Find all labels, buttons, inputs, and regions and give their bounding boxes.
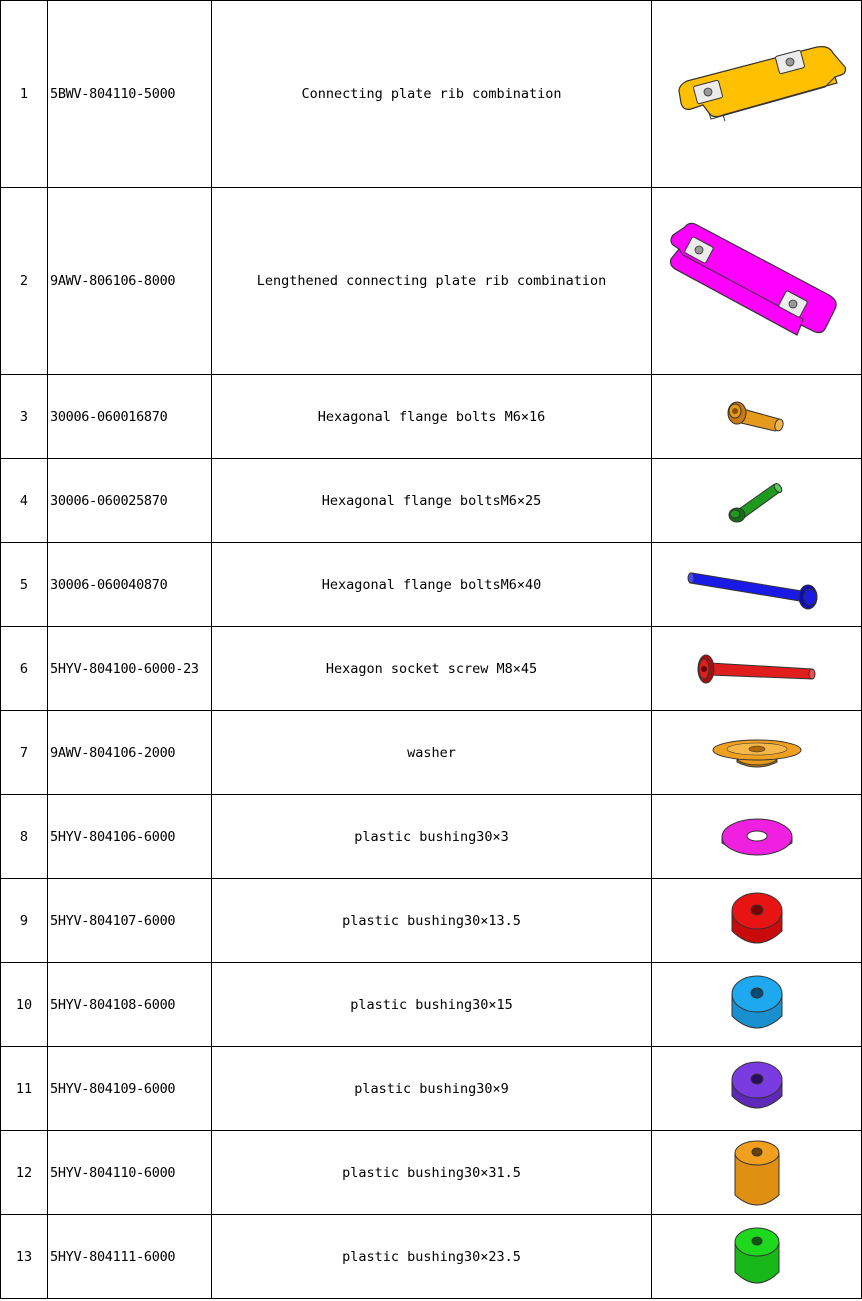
- part-code: 5HYV-804108-6000: [48, 963, 212, 1047]
- table-row: [1, 1215, 862, 1299]
- part-description: Hexagon socket screw M8×45: [212, 627, 652, 711]
- part-description: Hexagonal flange boltsM6×40: [212, 543, 652, 627]
- orange-tall-bushing-icon: [727, 1137, 787, 1209]
- item-number: 1: [1, 1, 48, 188]
- purple-bushing-icon: [722, 1058, 792, 1120]
- part-code: 30006-060016870: [48, 375, 212, 459]
- part-code: 5HYV-804109-6000: [48, 1047, 212, 1131]
- item-number: 8: [1, 795, 48, 879]
- part-description: plastic bushing30×31.5: [212, 1131, 652, 1215]
- item-number: 5: [1, 543, 48, 627]
- part-description: Hexagonal flange bolts M6×16: [212, 375, 652, 459]
- part-code: 30006-060025870: [48, 459, 212, 543]
- part-code: 5HYV-804106-6000: [48, 795, 212, 879]
- yellow-connecting-plate-icon: [657, 39, 857, 149]
- part-description: plastic bushing30×15: [212, 963, 652, 1047]
- table-row: [1, 375, 862, 459]
- cyan-bushing-icon: [722, 972, 792, 1038]
- green-bushing-icon: [727, 1224, 787, 1290]
- orange-washer-icon: [707, 728, 807, 778]
- table-row: [1, 1047, 862, 1131]
- table-row: [1, 627, 862, 711]
- item-number: 3: [1, 375, 48, 459]
- part-code: 9AWV-806106-8000: [48, 188, 212, 375]
- table-row: [1, 1131, 862, 1215]
- part-code: 5HYV-804100-6000-23: [48, 627, 212, 711]
- part-description: Hexagonal flange boltsM6×25: [212, 459, 652, 543]
- item-number: 4: [1, 459, 48, 543]
- green-bolt-icon: [717, 471, 797, 531]
- part-description: plastic bushing30×3: [212, 795, 652, 879]
- table-row: [1, 459, 862, 543]
- item-number: 12: [1, 1131, 48, 1215]
- part-description: plastic bushing30×13.5: [212, 879, 652, 963]
- item-number: 6: [1, 627, 48, 711]
- part-description: washer: [212, 711, 652, 795]
- item-number: 7: [1, 711, 48, 795]
- part-code: 5HYV-804107-6000: [48, 879, 212, 963]
- table-row: [1, 795, 862, 879]
- item-number: 11: [1, 1047, 48, 1131]
- table-row: [1, 963, 862, 1047]
- part-description: Lengthened connecting plate rib combination: [212, 188, 652, 375]
- table-row: [1, 711, 862, 795]
- item-number: 9: [1, 879, 48, 963]
- part-description: Connecting plate rib combination: [212, 1, 652, 188]
- part-code: 30006-060040870: [48, 543, 212, 627]
- table-row: [1, 188, 862, 375]
- magenta-thin-bushing-icon: [712, 807, 802, 867]
- part-description: plastic bushing30×23.5: [212, 1215, 652, 1299]
- item-number: 13: [1, 1215, 48, 1299]
- part-description: plastic bushing30×9: [212, 1047, 652, 1131]
- item-number: 10: [1, 963, 48, 1047]
- red-bushing-icon: [722, 889, 792, 953]
- item-number: 2: [1, 188, 48, 375]
- blue-long-bolt-icon: [682, 555, 832, 615]
- part-code: 5HYV-804111-6000: [48, 1215, 212, 1299]
- part-code: 5HYV-804110-6000: [48, 1131, 212, 1215]
- red-socket-screw-icon: [692, 639, 822, 699]
- magenta-lengthened-plate-icon: [657, 211, 857, 351]
- part-code: 9AWV-804106-2000: [48, 711, 212, 795]
- orange-short-bolt-icon: [717, 387, 797, 447]
- table-row: [1, 879, 862, 963]
- table-row: [1, 1, 862, 188]
- part-code: 5BWV-804110-5000: [48, 1, 212, 188]
- table-row: [1, 543, 862, 627]
